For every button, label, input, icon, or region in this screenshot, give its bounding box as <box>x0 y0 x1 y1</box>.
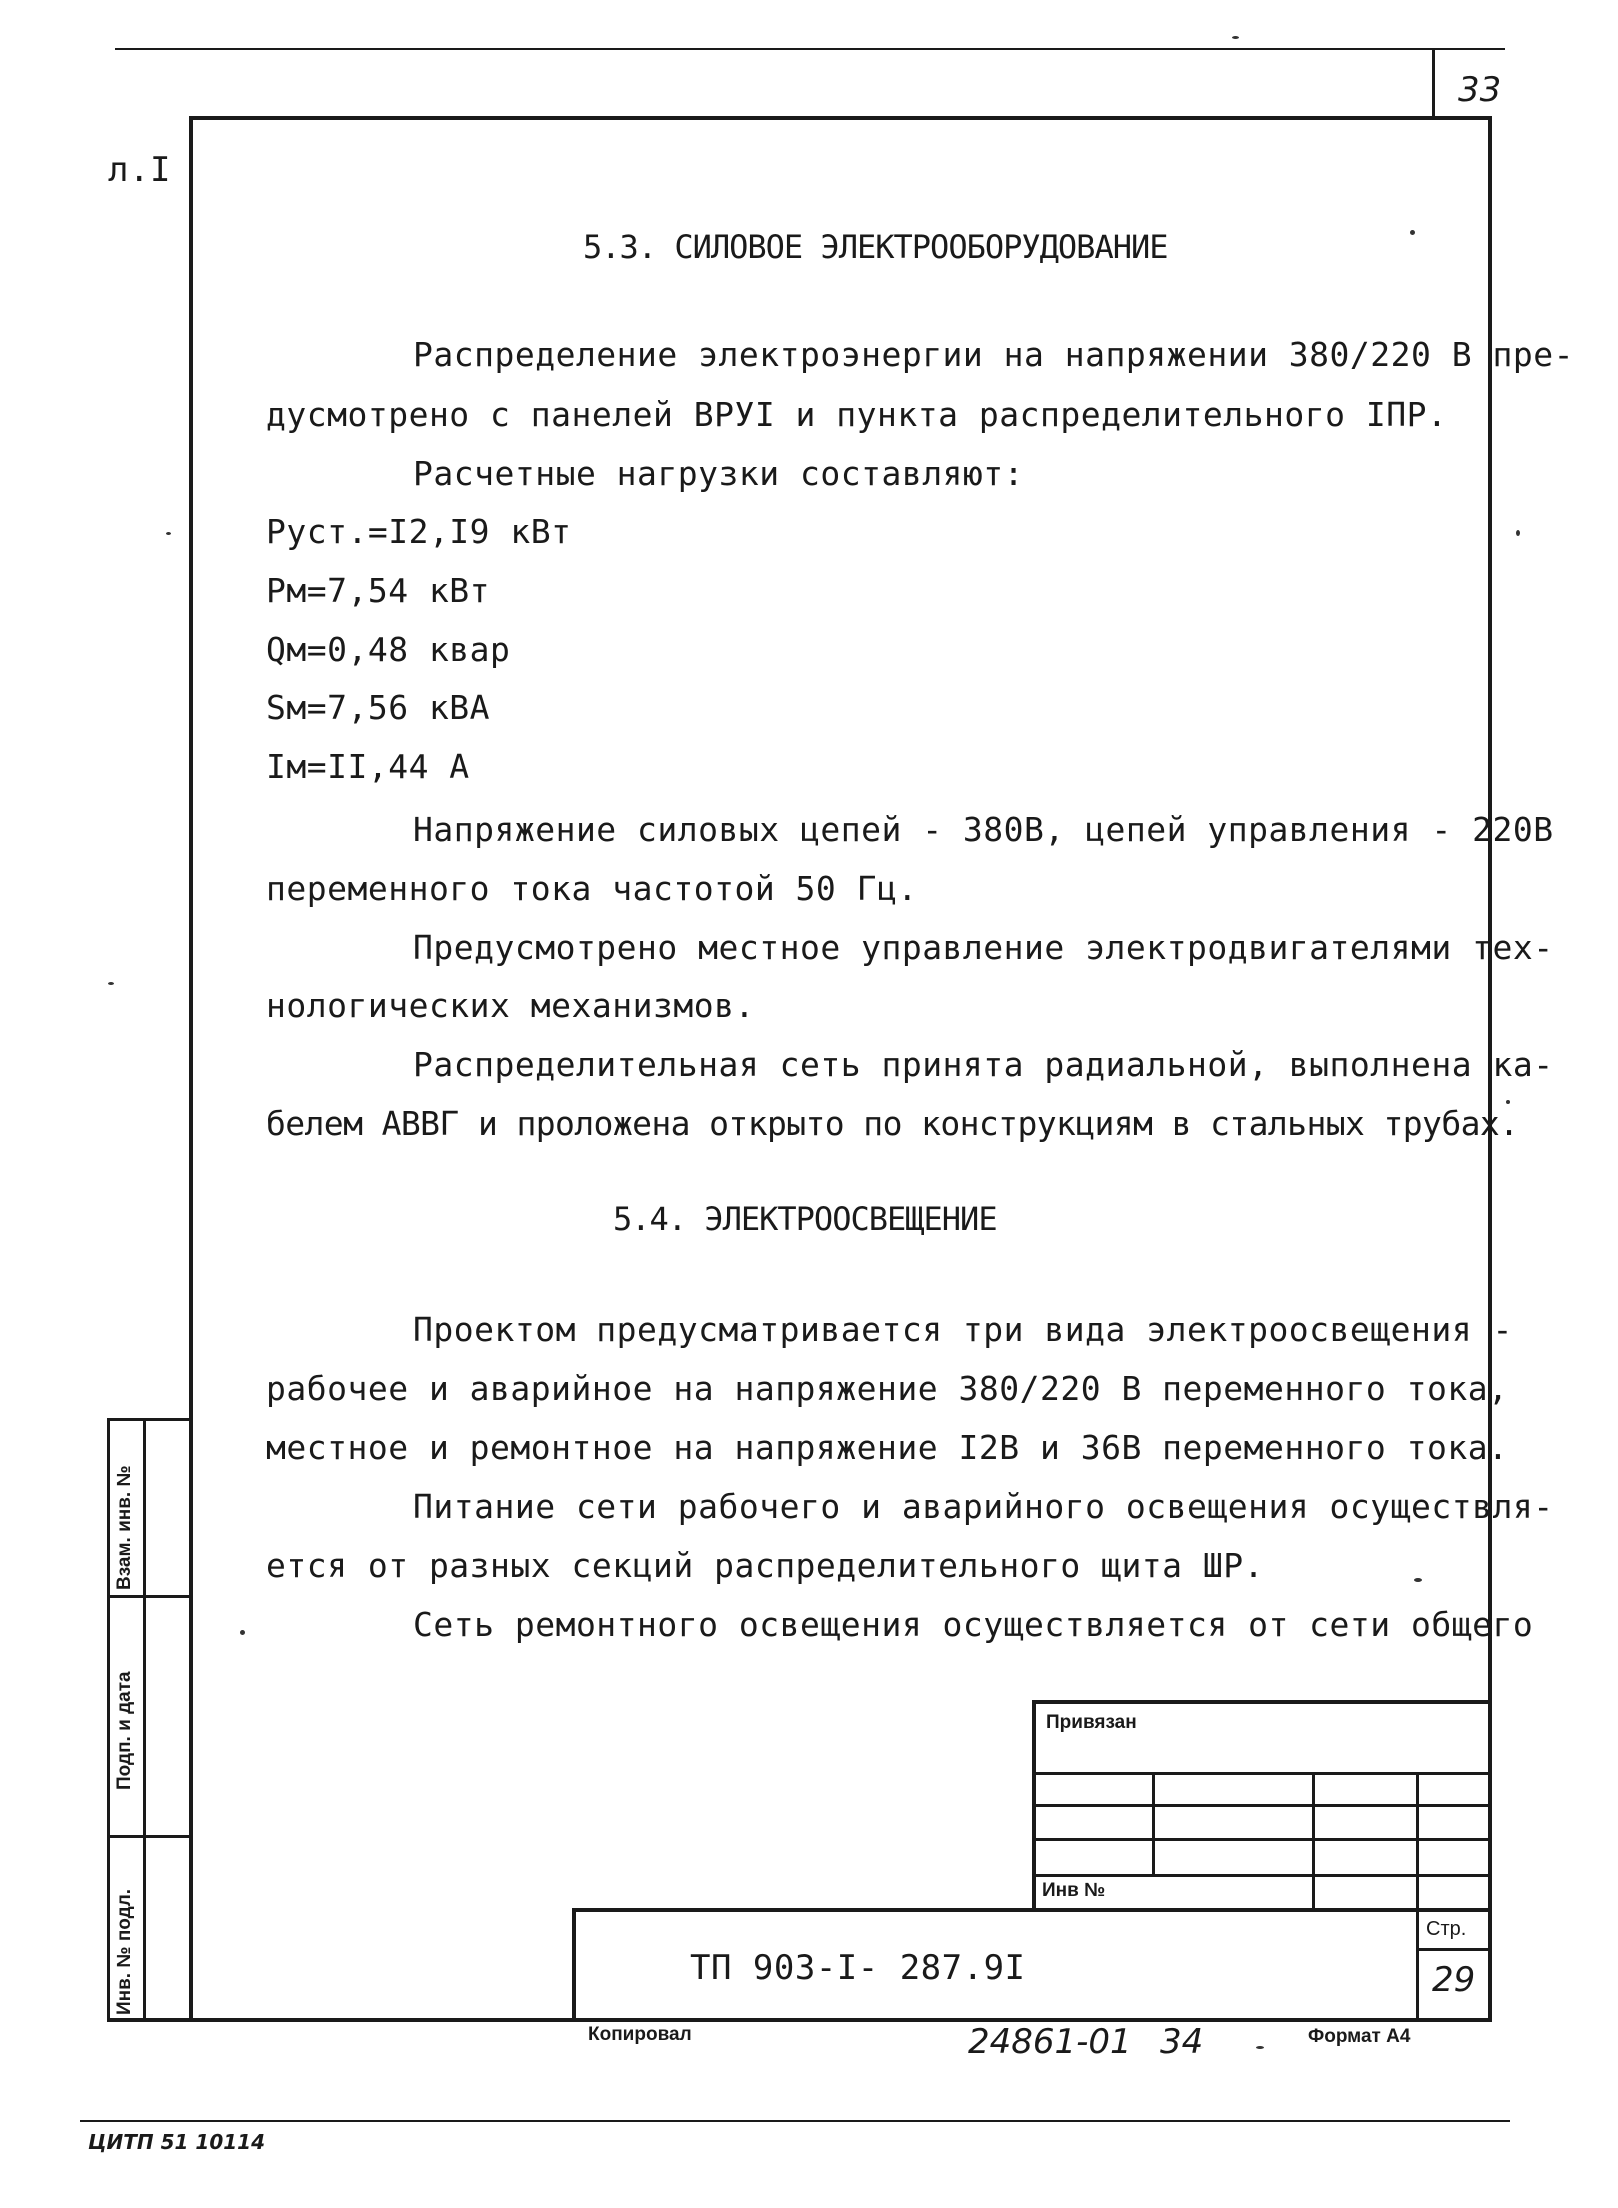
frame-left <box>189 116 193 2022</box>
tb-col-2 <box>1312 1772 1315 1910</box>
section-54-heading: 5.4. ЭЛЕКТРООСВЕЩЕНИЕ <box>613 1200 997 1238</box>
tb-main-top <box>572 1908 1492 1912</box>
s54-p3-line1: Сеть ремонтного освещения осуществляется от сети общего <box>413 1605 1534 1644</box>
load-s-max: Sм=7,56 кВА <box>266 688 491 727</box>
s54-p1-line2: рабочее и аварийное на напряжение 380/220 В переменного тока, <box>266 1369 1509 1408</box>
s53-p3-line1: Напряжение силовых цепей - 380В, цепей управления - 220В <box>413 810 1554 849</box>
s54-p1-line1: Проектом предусматривается три вида электроосвещения - <box>413 1310 1513 1349</box>
load-q-max: Qм=0,48 квар <box>266 630 511 669</box>
side-stamp-label-1: Взам. инв. № <box>114 1465 135 1590</box>
side-stamp-row2 <box>107 1835 191 1838</box>
scan-speck <box>1516 530 1520 536</box>
tb-row-1 <box>1033 1772 1492 1775</box>
tb-top <box>1033 1700 1492 1704</box>
side-stamp-label-3: Инв. № подл. <box>114 1888 135 2015</box>
tb-col-1 <box>1152 1772 1155 1874</box>
copied-by: Копировал <box>588 2024 692 2045</box>
load-i-max: Iм=II,44 А <box>266 747 470 786</box>
load-p-max: Рм=7,54 кВт <box>266 571 491 610</box>
tb-row-3 <box>1033 1838 1492 1841</box>
handwritten-page: 34 <box>1160 2022 1204 2062</box>
scan-speck <box>1256 2046 1264 2049</box>
margin-mark: л.I <box>108 150 171 190</box>
scan-speck <box>1506 1100 1510 1104</box>
s53-p1-line2: дусмотрено с панелей ВРУI и пункта распределительного IПР. <box>266 395 1448 434</box>
s54-p2-line1: Питание сети рабочего и аварийного освещения осуществля- <box>413 1487 1554 1526</box>
page-number-box-left <box>1432 50 1435 120</box>
side-stamp-top <box>107 1418 191 1421</box>
handwritten-number: 24861-01 <box>968 2022 1132 2062</box>
s53-p5-line1: Распределительная сеть принята радиальной, выполнена ка- <box>413 1045 1554 1084</box>
s54-p1-line3: местное и ремонтное на напряжение I2В и 36В переменного тока. <box>266 1428 1509 1467</box>
frame-bottom <box>107 2018 1492 2022</box>
bottom-rule <box>80 2120 1510 2122</box>
page-label: Стр. <box>1426 1918 1467 1940</box>
load-p-installed: Руст.=I2,I9 кВт <box>266 512 572 551</box>
section-53-heading: 5.3. СИЛОВОЕ ЭЛЕКТРООБОРУДОВАНИЕ <box>583 228 1168 266</box>
publisher-code: ЦИТП 51 10114 <box>88 2130 266 2154</box>
s53-p3-line2: переменного тока частотой 50 Гц. <box>266 869 918 908</box>
side-stamp-outer-left <box>107 1418 110 2022</box>
s53-p1-line1: Распределение электроэнергии на напряжении 380/220 В пре- <box>413 335 1574 374</box>
scan-speck <box>1232 36 1239 39</box>
tb-main-left <box>572 1908 576 2022</box>
frame-top <box>190 116 1492 120</box>
s53-p4-line1: Предусмотрено местное управление электродвигателями тех- <box>413 928 1554 967</box>
s53-p5-line2: белем АВВГ и проложена открыто по конструкциям в стальных трубах. <box>266 1104 1519 1143</box>
doc-code: ТП 903-I- 287.9I <box>690 1948 1026 1988</box>
s54-p2-line2: ется от разных секций распределительного щита ШР. <box>266 1546 1265 1585</box>
tb-page-divider <box>1416 1948 1492 1951</box>
tb-row-2 <box>1033 1804 1492 1807</box>
tb-privyazan: Привязан <box>1046 1712 1137 1733</box>
s53-p4-line2: нологических механизмов. <box>266 986 755 1025</box>
scan-speck <box>1414 1578 1422 1582</box>
scan-speck <box>166 532 171 535</box>
side-stamp-divider <box>143 1418 146 2022</box>
scan-speck <box>108 982 114 985</box>
tb-row-4 <box>1033 1874 1492 1877</box>
scan-speck <box>1410 230 1415 235</box>
page-value: 29 <box>1432 1960 1476 2000</box>
page-number: 33 <box>1458 70 1502 110</box>
tb-inv-no: Инв № <box>1042 1880 1106 1901</box>
s53-p2: Расчетные нагрузки составляют: <box>413 454 1025 493</box>
side-stamp-row1 <box>107 1595 191 1598</box>
format-label: Формат А4 <box>1308 2026 1411 2047</box>
scan-speck <box>240 1630 245 1635</box>
side-stamp-label-2: Подп. и дата <box>114 1671 135 1790</box>
top-rule <box>115 48 1505 50</box>
tb-col-3 <box>1416 1772 1419 2022</box>
